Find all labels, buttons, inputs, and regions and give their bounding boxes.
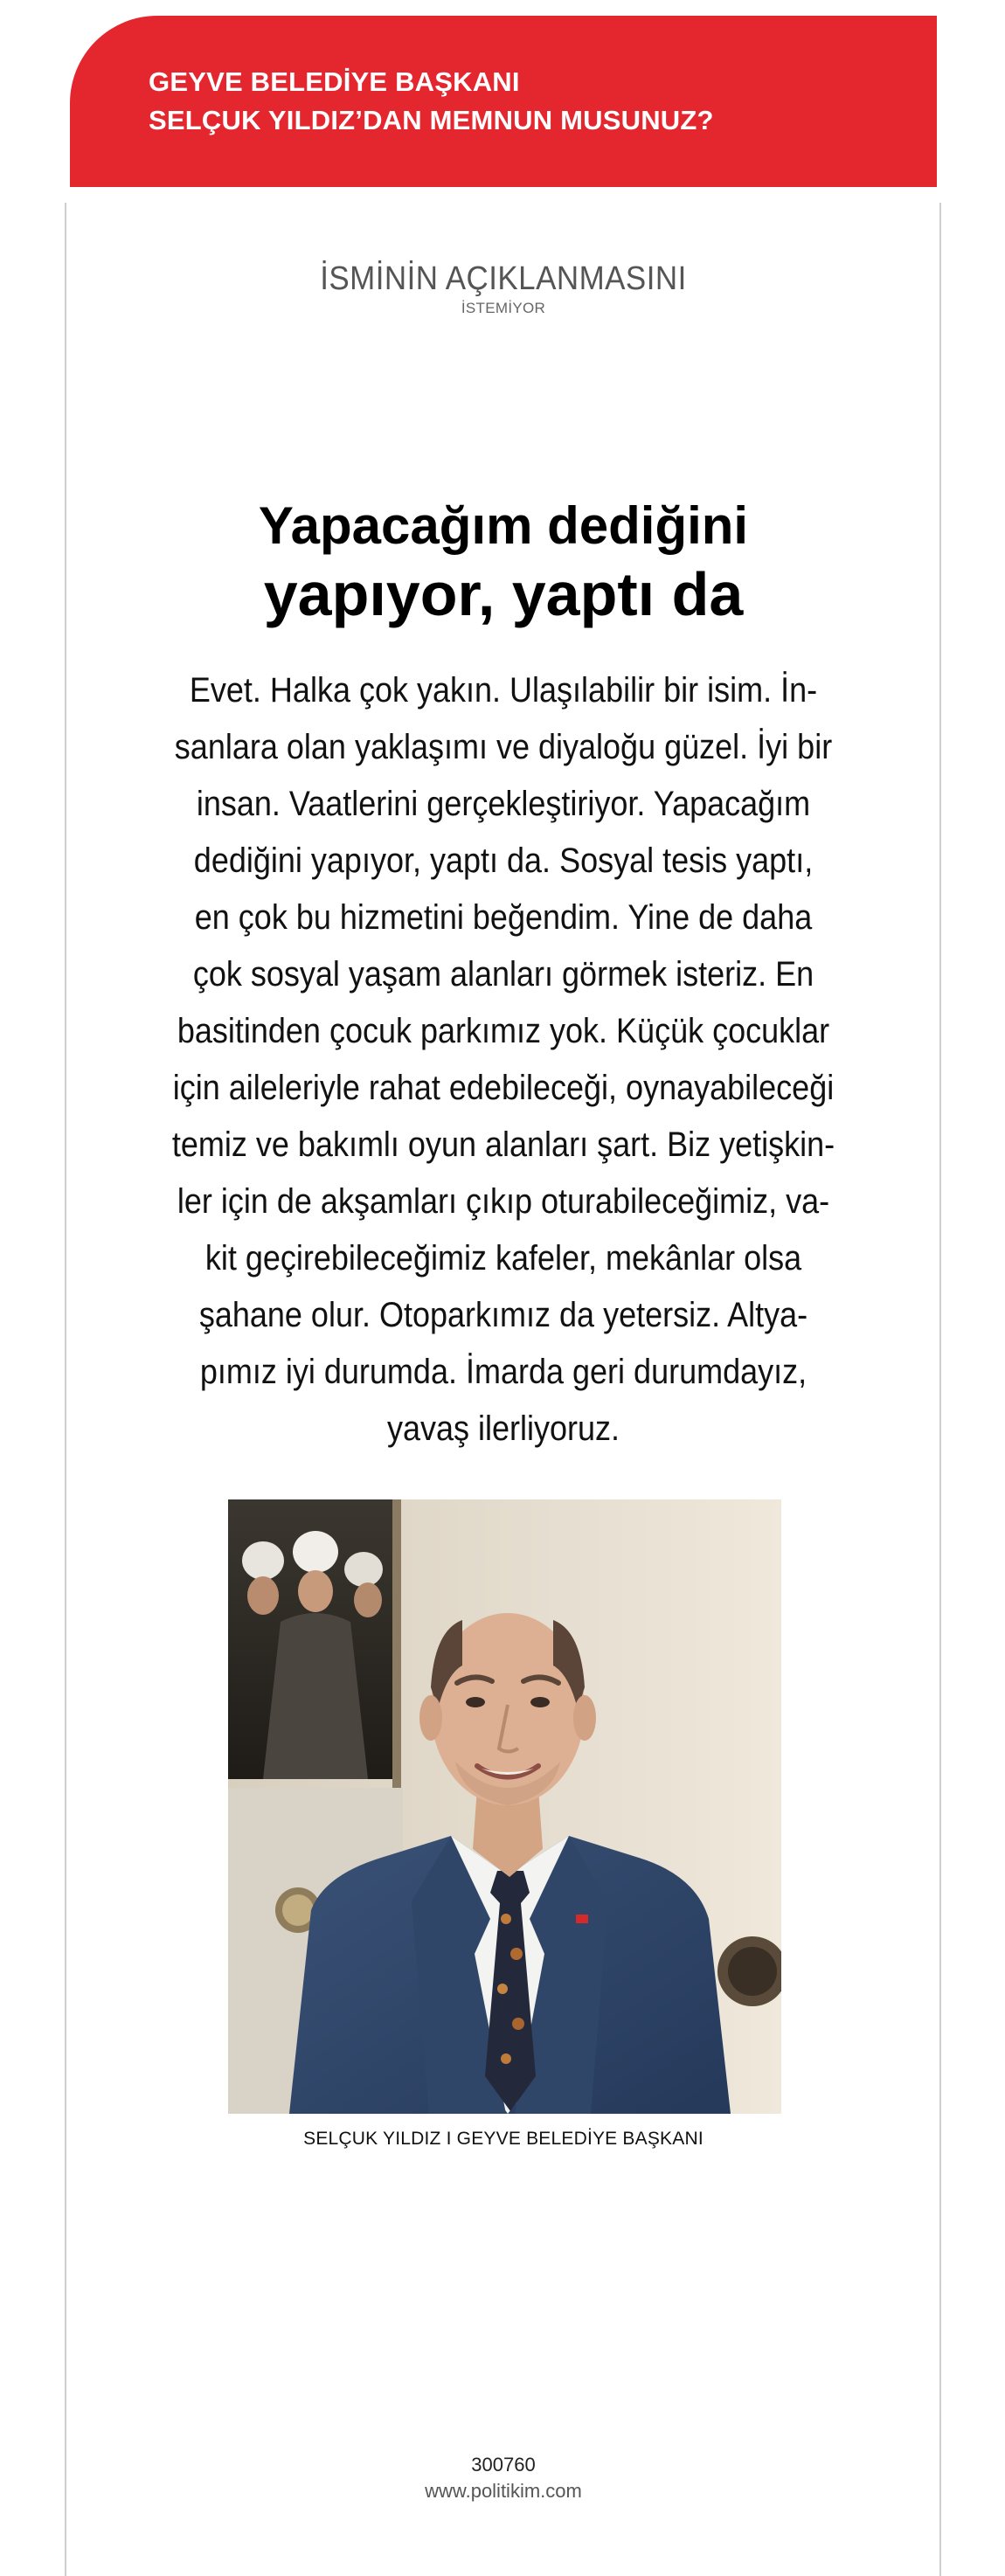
article-body: [87, 662, 919, 1458]
body-line: sanlara olan yaklaşımı ve diyaloğu güzel. İyi bir: [174, 728, 833, 766]
frame-left-border: [65, 203, 66, 2576]
frame-right-border: [939, 203, 941, 2576]
header-title-line2: SELÇUK YILDIZ’DAN MEMNUN MUSUNUZ?: [149, 105, 714, 135]
respondent-name: İSMİNİN AÇIKLANMASINI: [320, 260, 687, 297]
portrait-illustration: [228, 1499, 781, 2114]
photo-caption: SELÇUK YILDIZ I GEYVE BELEDİYE BAŞKANI: [303, 2129, 704, 2149]
respondent-block: [70, 259, 937, 318]
mayor-photo: [228, 1499, 781, 2114]
body-line: ler için de akşamları çıkıp oturabileceğimiz, va-: [177, 1182, 830, 1221]
article-headline: [70, 495, 937, 631]
body-line: en çok bu hizmetini beğendim. Yine de daha: [194, 898, 813, 937]
body-line: için aileleriyle rahat edebileceği, oynayabileceği: [172, 1069, 835, 1107]
body-line: şahane olur. Otoparkımız da yetersiz. Altya-: [198, 1296, 808, 1334]
body-line: yavaş ilerliyoruz.: [386, 1409, 620, 1448]
footer-code: 300760: [471, 2454, 536, 2476]
body-line: temiz ve bakımlı oyun alanları şart. Biz yetişkin-: [171, 1125, 835, 1164]
body-line: basitinden çocuk parkımız yok. Küçük çocuklar: [177, 1012, 830, 1050]
footer-website: www.politikim.com: [425, 2480, 582, 2502]
body-line: pımız iyi durumda. İmarda geri durumdayız,: [199, 1353, 807, 1391]
body-line: dediğini yapıyor, yaptı da. Sosyal tesis yaptı,: [193, 841, 814, 880]
body-line: çok sosyal yaşam alanları görmek isteriz. En: [192, 955, 814, 994]
body-line: insan. Vaatlerini gerçekleştiriyor. Yapacağım: [196, 785, 811, 823]
respondent-role: İSTEMİYOR: [461, 300, 546, 316]
header-title-line1: GEYVE BELEDİYE BAŞKANI: [149, 66, 520, 97]
body-line: Evet. Halka çok yakın. Ulaşılabilir bir isim. İn-: [189, 671, 818, 710]
body-line: kit geçirebileceğimiz kafeler, mekânlar olsa: [204, 1239, 802, 1278]
headline-line1: Yapacağım dediğini: [258, 496, 749, 555]
headline-line2: yapıyor, yaptı da: [263, 560, 744, 628]
header-banner: [70, 16, 937, 187]
page-footer: [70, 2452, 937, 2504]
